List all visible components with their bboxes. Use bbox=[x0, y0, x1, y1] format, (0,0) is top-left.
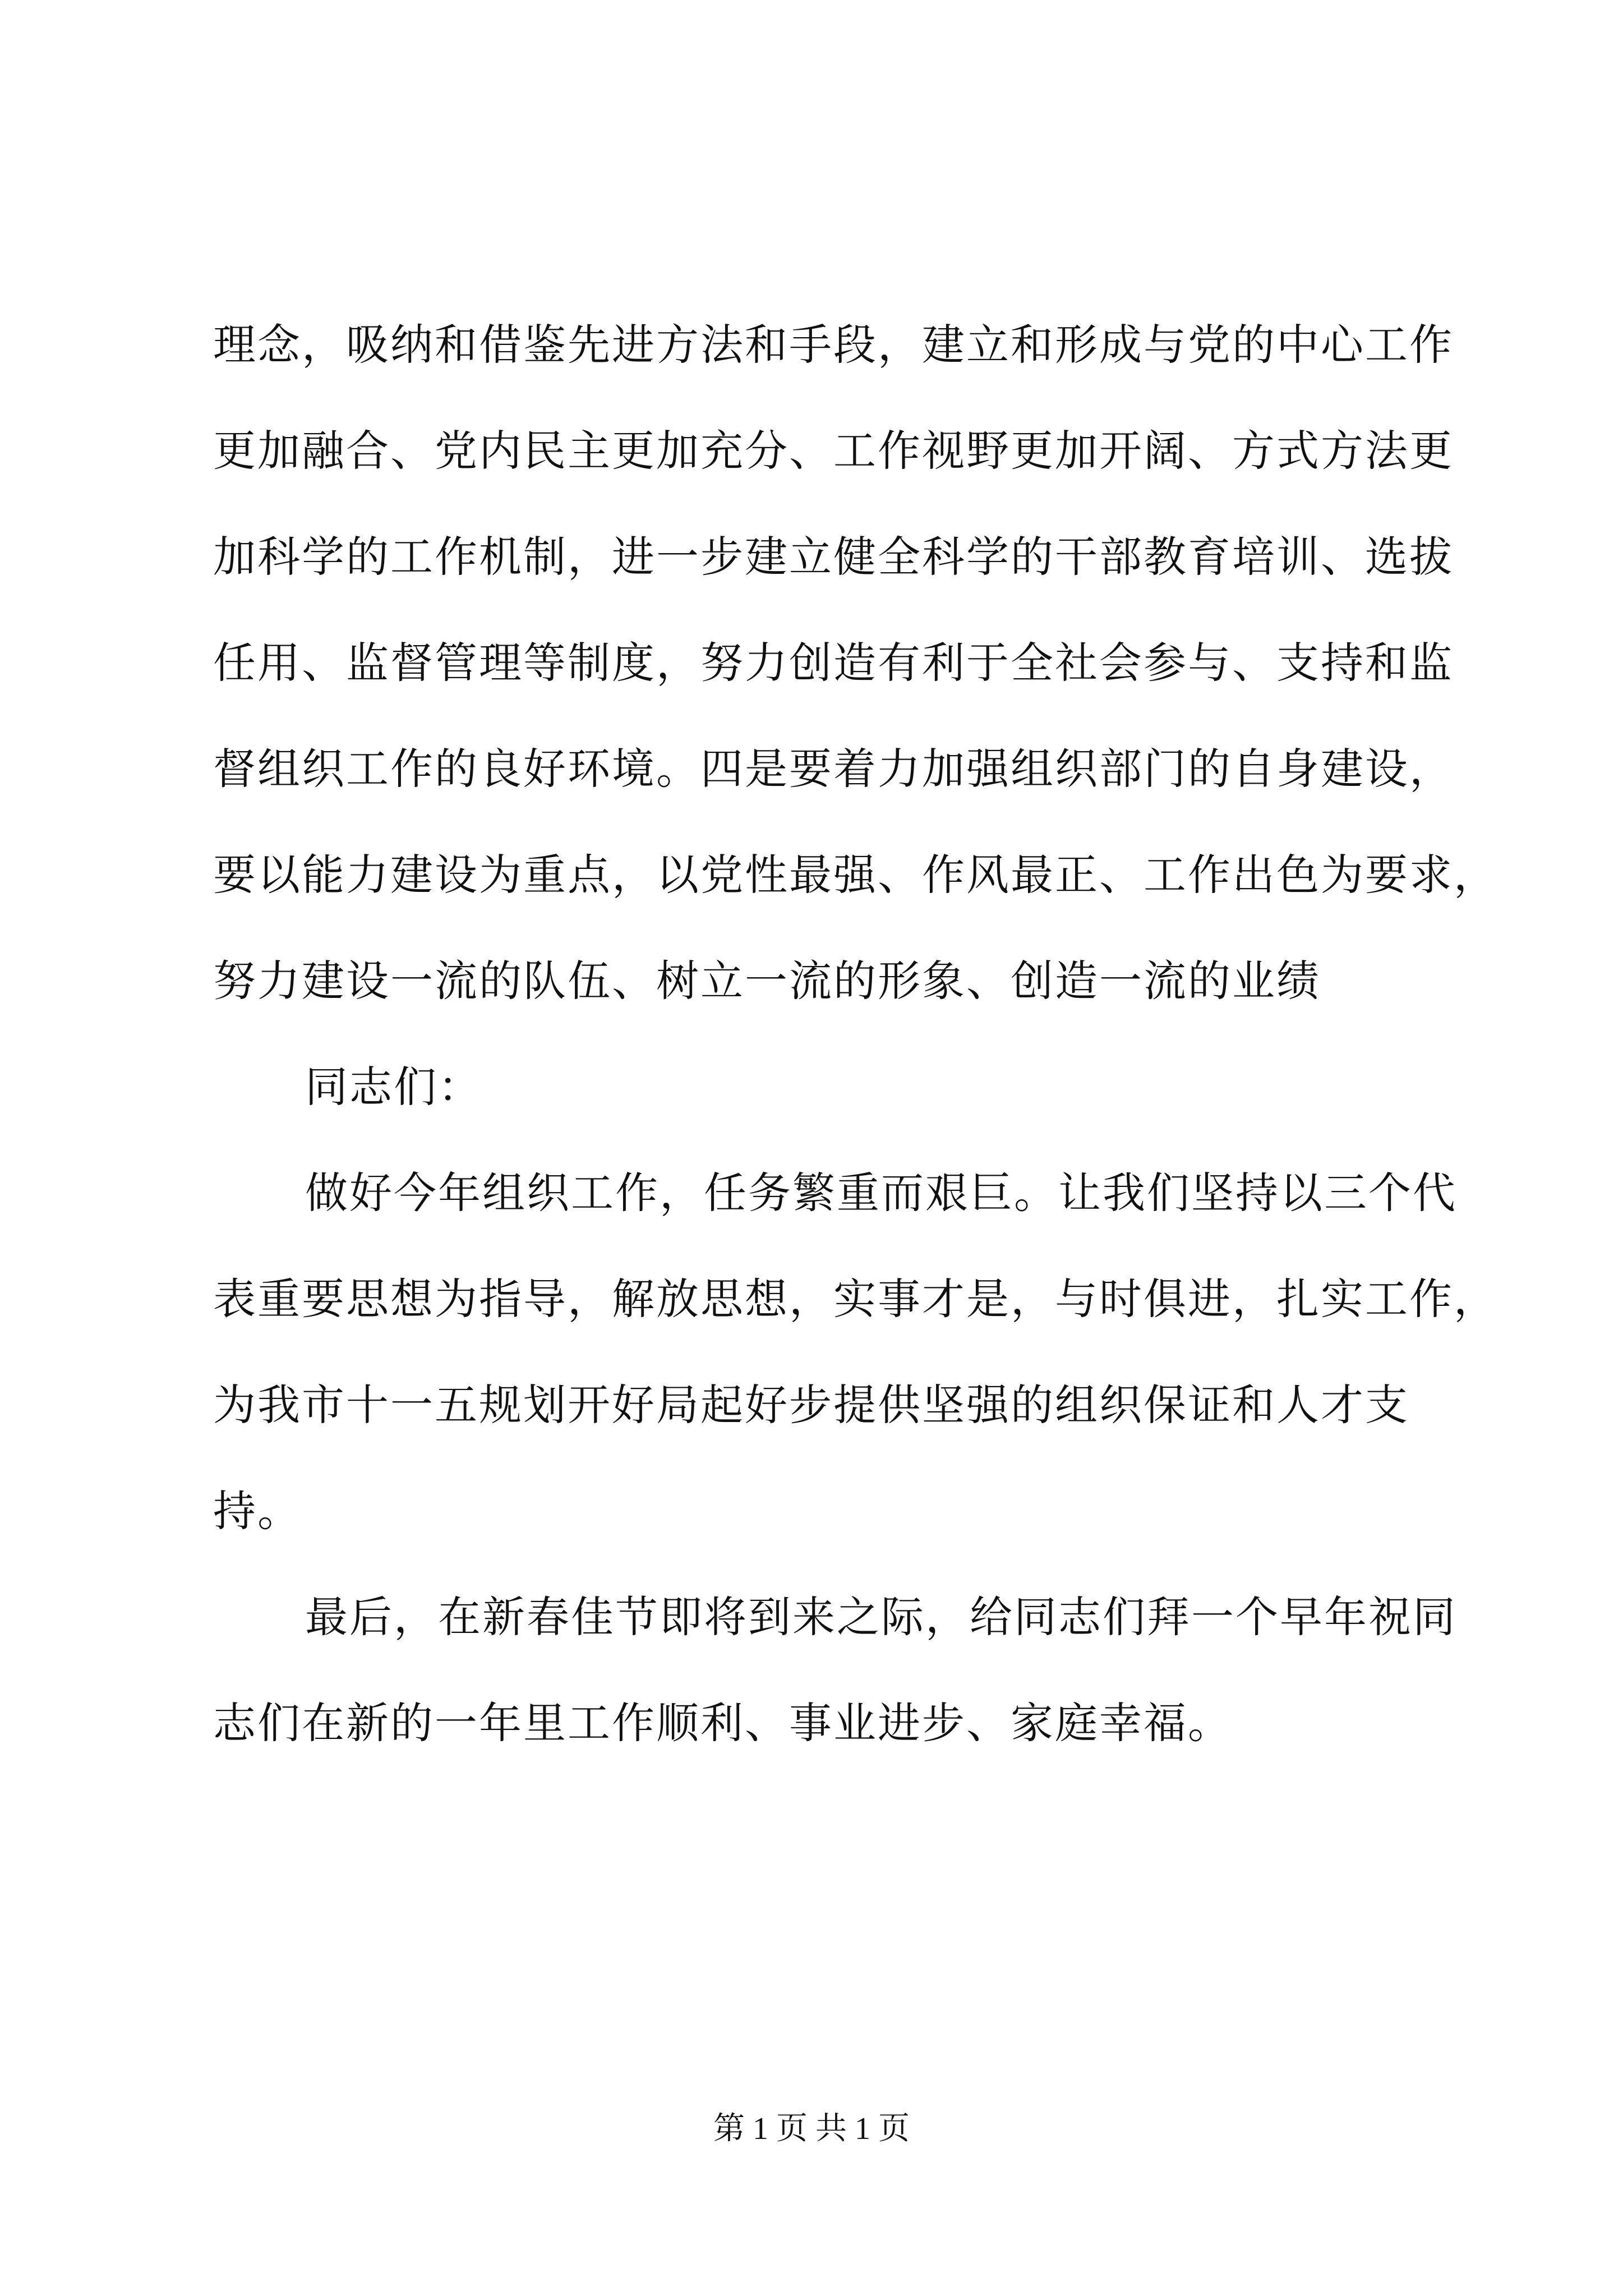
paragraph-start-line: 做好今年组织工作，任务繁重而艰巨。让我们坚持以三个代 bbox=[305, 1168, 1457, 1218]
document-body bbox=[213, 292, 1498, 1776]
body-line: 表重要思想为指导，解放思想，实事才是，与时俱进，扎实工作， bbox=[213, 1274, 1498, 1324]
body-line: 督组织工作的良好环境。四是要着力加强组织部门的自身建设， bbox=[213, 744, 1454, 794]
page-footer: 第 1 页 共 1 页 bbox=[713, 2111, 910, 2146]
body-line: 加科学的工作机制，进一步建立健全科学的干部教育培训、选拔 bbox=[213, 532, 1454, 582]
body-line: 努力建设一流的队伍、树立一流的形象、创造一流的业绩 bbox=[213, 956, 1321, 1006]
body-line: 志们在新的一年里工作顺利、事业进步、家庭幸福。 bbox=[213, 1698, 1232, 1748]
body-line: 任用、监督管理等制度，努力创造有利于全社会参与、支持和监 bbox=[213, 638, 1454, 688]
body-line: 要以能力建设为重点，以党性最强、作风最正、工作出色为要求， bbox=[213, 850, 1498, 900]
body-line: 持。 bbox=[213, 1486, 302, 1536]
paragraph-start-line: 最后，在新春佳节即将到来之际，给同志们拜一个早年祝同 bbox=[305, 1592, 1457, 1642]
body-line: 理念，吸纳和借鉴先进方法和手段，建立和形成与党的中心工作 bbox=[213, 320, 1454, 370]
body-line: 更加融合、党内民主更加充分、工作视野更加开阔、方式方法更 bbox=[213, 426, 1454, 476]
salutation: 同志们： bbox=[305, 1062, 482, 1112]
body-line: 为我市十一五规划开好局起好步提供坚强的组织保证和人才支 bbox=[213, 1380, 1409, 1430]
